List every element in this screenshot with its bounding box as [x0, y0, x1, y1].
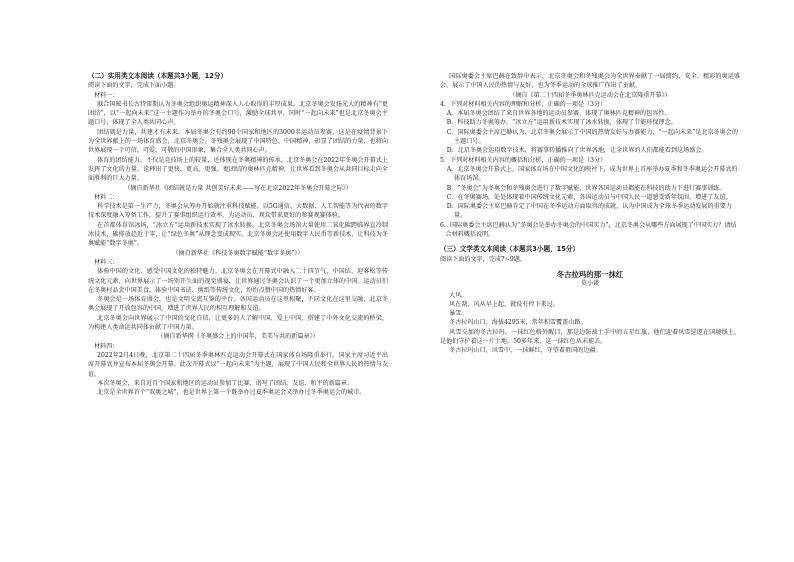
paragraph: 冬奥会是一场体育盛会，也是文明交流互鉴的平台。各国运动员在这里相聚，不同文化在这里交融，北京冬奥会展现了开放包容的中国，增进了世界人民的相互理解和友谊。 [88, 296, 388, 313]
story-line: 风雪交加的冬古拉玛，一抹红色格外醒目，那是边防战士手中的五星红旗，他们迎着风雪巡逻在国境线上，是他们守护着这一片土地。50多年来，这一抹红色从未褪去。 [440, 328, 740, 346]
left-column [88, 72, 388, 397]
instruction: 阅读下面的文字，完成下面小题。 [88, 82, 180, 90]
right-column [440, 72, 740, 356]
paragraph: 联合国秘书长古特雷斯认为冬奥会组织奥运精神深入人心取得的丰厚成果。北京冬奥会发扬光大的精神有“更团结”，以“一起向未来”这一主题作为举办的冬奥会口号，激励全球共享，同时“一起向未来”也是北京冬奥会主题口号，体现了全人类共同心声。 [88, 100, 388, 127]
section-heading: （二）实用类文本阅读（本题共3小题，12分） [88, 72, 228, 80]
paragraph: 体育的团结能力，不仅是竞技场上的较量，还体现在冬奥精神的传承。北京冬奥会在2022年冬奥会开幕式上发挥了文化的力量，诠释出了更快、更高、更强、更团结的奥林匹克精神，让世界看到冬奥会从共同目标走向全面胜利的巨大力量。 [88, 156, 388, 183]
question-6: 6．国际奥委会主席巴赫认为“冬奥会是举办冬奥会的中国实力”，北京冬奥会从哪些方面展现了中国实力？请结合材料概括说明。 [440, 221, 737, 239]
paragraph: 在首都体育馆冰场，“冰立方”运用新技术实现了冰水转换，北京冬奥会场馆大量使用二氧化碳跨临界直冷制冰技术，碳排放趋近于零，让“绿色冬奥”从理念变成现实。北京冬奥会还使用数字人民币等新技术，让科技为冬奥赋能“数字冬奥”。 [88, 221, 388, 248]
story-line: 冬古拉玛山口，海拔4295米，常年积雪覆盖山路。 [449, 319, 587, 327]
paragraph: 体验中国的文化，感受中国文化的独特魅力。北京冬奥会在开幕式中融入二十四节气、中国结、迎客松等传统文化元素，向世界展示了一场别开生面的视觉盛宴，让世界通过冬奥会认识了一个更加立体的中国。运动员们在冬奥村品尝中国美食，体验中国书法、剪纸等传统文化，纷纷点赞中国的热情好客。 [88, 268, 388, 294]
story-line: 风在刮，风从早上起，就没有停下来过。 [449, 300, 559, 308]
material-label: 材料四： [94, 342, 119, 350]
option-4c: C．国际奥委会主席巴赫认为，北京冬奥会展示了中国的热情友好与办赛能力，“一起向未来”是北京冬奥会的主题口号。 [446, 128, 738, 146]
paragraph: 本次冬奥会，来自近百个国家和地区的运动员参加了比赛，谱写了团结、友谊、和平的新篇章。 [97, 379, 354, 387]
paragraph: 国际奥委会主席巴赫在致辞中表示，北京冬奥会和冬残奥会为全世界奉献了一届简约、安全、精彩的奥运盛会，展示了中国人民的热情与友好，也为冬季运动的全球推广作出了贡献。 [440, 73, 740, 90]
source-note: （摘自《第二十四届冬季奥林匹克运动会在北京隆重开幕》） [509, 91, 671, 99]
story-line: 冬古拉玛山口，风雪中，一抹鲜红，守望着祖国的边疆。 [449, 347, 602, 355]
material-label: 材料二： [94, 193, 119, 201]
option-4b: B．科技助力冬奥筹办，“冰立方”运用新技术实现了冰水转换，体现了节能环保理念。 [446, 119, 677, 127]
story-title: 冬古拉玛的那一抹红 [556, 269, 624, 279]
option-5c: C．在冬奥赛场，处处体现着中国传统文化元素，各国运动员与中国人民一道感受新年氛围，增进了友谊。 [446, 193, 732, 201]
option-5b: B．“冬奥会”为冬奥会和冬残奥会进行了数字赋能，世界各国运动员都能在科技的助力下进行赛事训练。 [446, 184, 726, 192]
section-heading: （三）文学类文本阅读（本题共3小题，15分） [440, 245, 580, 254]
paragraph: 北京冬奥会向世界展示了中国的文化自信，让更多的人了解中国、爱上中国，搭建了中外文化交流的桥梁，为构建人类命运共同体贡献了中国力量。 [88, 314, 388, 332]
instruction: 阅读下面的文字，完成7~9题。 [440, 255, 526, 263]
option-5d: D．国际奥委会主席巴赫肯定了中国在冬季运动方面取得的成就，认为中国成为全球冬季运动发展的重要力量。 [446, 203, 732, 220]
paragraph: 团结就是力量，共建才有未来。本届冬奥会有约90个国家和地区的3000名运动员参赛，这是在疫情背景下为全世界献上的一场体育盛会，北京冬奥会、冬残奥会展现了中国特色、中国精神，彰显了团结的力量，也将向世界展现一个可信、可爱、可敬的中国形象，集合全人类共同心声。 [88, 128, 388, 155]
material-label: 材料一： [94, 91, 119, 99]
paragraph: 科学技术是第一生产力，冬奥会从筹办开始就注重科技赋能。以5G通信、大数据、人工智能等为代表的数字技术深度融入筹备工作，提升了赛事组织运行效率，为运动员、观众带来更好的参赛观赛体验。 [88, 203, 388, 220]
material-label: 材料三： [94, 258, 119, 266]
story-line: 大风。 [449, 291, 468, 299]
source-note: （摘自新华社《科技冬奥数字赋能“数字冬奥”》） [172, 249, 304, 257]
story-line: 暴雪。 [449, 310, 468, 318]
option-4d: D．北京冬奥会运用数字技术，将赛事转播推向了世界各地，让全世界的人们都能看到这场盛会。 [446, 147, 708, 155]
question-5: 5．下列对材料相关内容的概括和分析，正确的一项是（3分） [440, 156, 607, 164]
option-5a: A．北京冬奥会开幕式上，国家体育场在中国文化的映衬下，成为世界上首座举办夏季和冬季奥运会开幕式的体育场馆。 [446, 165, 738, 183]
source-note: （摘自新华社《团结就是力量 共创美好未来——写在北京2022年冬奥会开幕之际》） [124, 184, 352, 192]
question-4: 4．下列对材料相关内容的理解和分析，正确的一项是（3分） [440, 100, 607, 108]
paragraph: 北京是全世界首个“双奥之城”，也是世界上第一个既举办过夏季奥运会又举办过冬季奥运会的城市。 [97, 389, 366, 397]
option-4a: A．本届冬奥会团结了来自世界各地的运动员参赛，体现了奥林匹克精神的包容性。 [446, 110, 671, 118]
story-author: 莫小谈 [580, 280, 600, 288]
paragraph: 2022年2月4日晚，北京第二十四届冬季奥林匹克运动会开幕式在国家体育场隆重举行。国家主席习近平出席开幕式并宣布本届冬奥会开幕。此次开幕式以“一起向未来”为主题，展现了中国人民和全世界人民的热情与友谊。 [88, 351, 388, 378]
source-note: （摘自新华网《冬奥盛会上的中国年，美美与共的新篇章》） [157, 333, 319, 341]
